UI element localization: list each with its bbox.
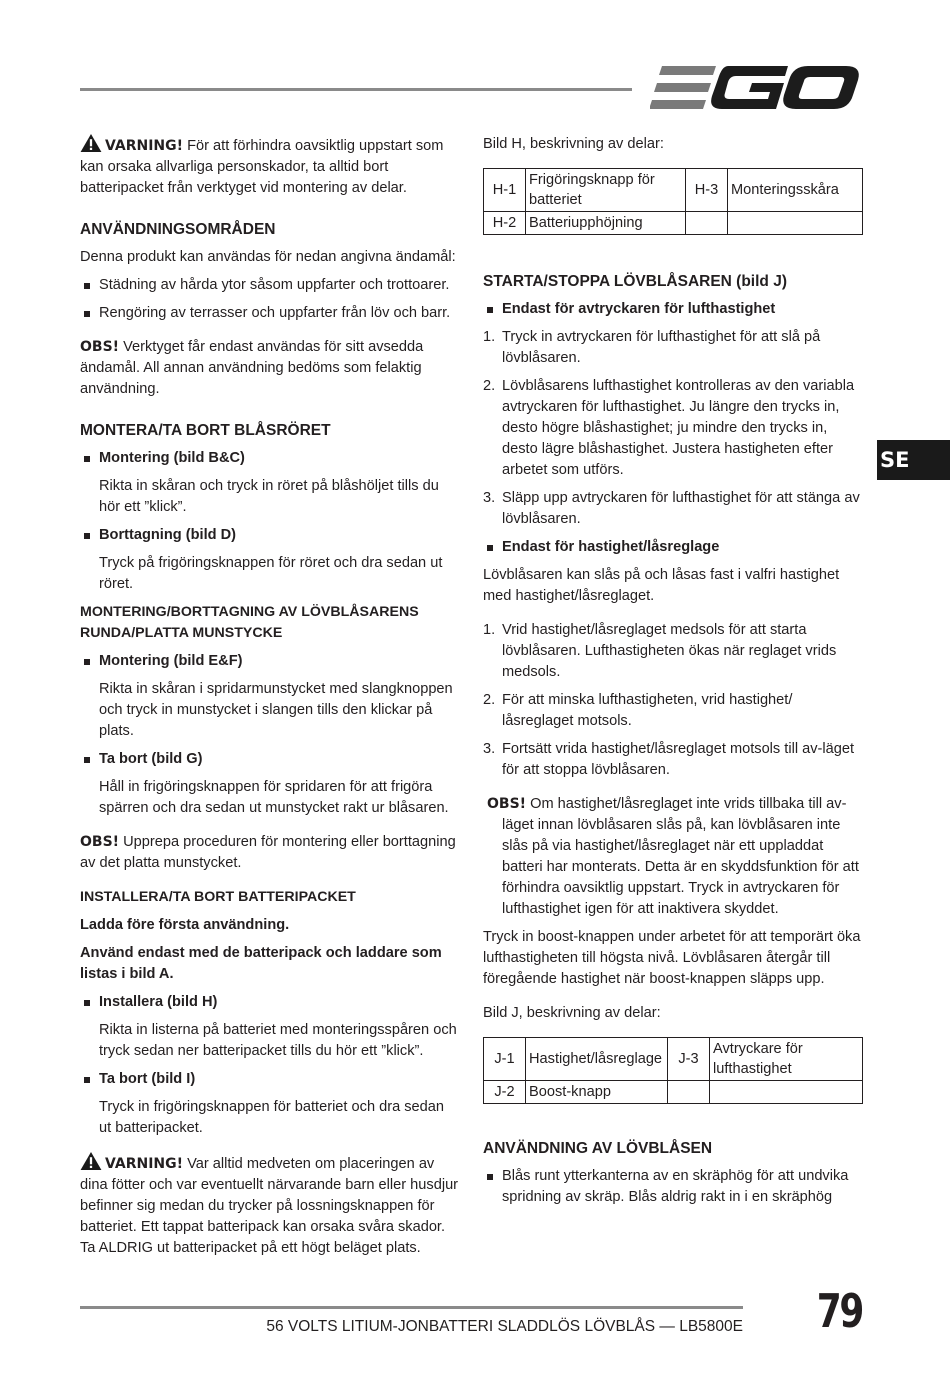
table-row [484,1038,863,1081]
language-tab: SE [877,440,950,480]
lock-intro: Lövblåsaren kan slås på och låsas fast i valfri hastighet med hastighet/låsreglaget. [483,567,840,604]
usage-item: Städning av hårda ytor såsom uppfarter och trottoarer. [80,275,460,296]
right-column [483,134,863,1208]
table-h-caption: Bild H, beskrivning av delar: [483,136,664,152]
part-desc: Boost-knapp [526,1081,668,1104]
battery-remove-title: Ta bort (bild I) [80,1069,460,1090]
step-number: 2. [483,692,496,708]
battery-charge-note: Ladda före första användning. [80,917,290,933]
step-number: 1. [483,622,496,638]
step-text: Vrid hastighet/låsreglaget medsols för att starta lövblåsaren. Lufthastigheten ökas när reglaget vrids medsols. [502,622,837,680]
part-code [686,212,728,235]
footer-title: 56 VOLTS LITIUM-JONBATTERI SLADDLÖS LÖVBLÅS — LB5800E [266,1318,743,1335]
tube-mount-text: Rikta in skåran och tryck in röret på blåshöljet tills du hör ett ”klick”. [99,478,439,515]
note-paragraph [80,337,460,400]
part-desc: Avtryckare för lufthastighet [710,1038,863,1081]
note-text: Verktyget får endast användas för sitt avsedda ändamål. All annan användning bedöms som felaktig användning. [80,339,424,397]
left-column [80,134,460,1259]
part-desc [710,1081,863,1104]
trigger-step [483,376,863,481]
use-item: Blås runt ytterkanterna av en skräphög för att undvika spridning av skräp. Blås aldrig rakt in i en skräphög [483,1166,863,1208]
trigger-step [483,327,863,369]
part-code: H-2 [484,212,526,235]
part-code: J-2 [484,1081,526,1104]
parts-table-h [483,168,863,235]
step-text: Släpp upp avtryckaren för lufthastighet för att stänga av lövblåsaren. [502,490,860,527]
note-text: Om hastighet/låsreglaget inte vrids tillbaka till av-läget innan lövblåsaren slås på, kan lövblåsaren inte slås på via hastighet/låsreglaget när ett uppladdat batteri har monterats. Detta är en skyddsfunktion för att förhindra oavsiktlig uppstart. Tryck in avtryckaren för lufthastighet igen för att inaktivera skyddet. [502,796,859,917]
part-code: J-3 [668,1038,710,1081]
footer-rule [80,1306,743,1309]
ego-logo [650,64,862,112]
step-number: 2. [483,378,496,394]
note-label: OBS! [80,339,120,355]
table-row [484,1081,863,1104]
lock-title: Endast för hastighet/låsreglage [483,537,863,558]
warning-paragraph [80,134,460,199]
step-text: För att minska lufthastigheten, vrid hastighet/ låsreglaget motsols. [502,692,793,729]
tube-heading: MONTERA/TA BORT BLÅSRÖRET [80,422,331,439]
warning-icon [80,134,102,152]
nozzle-heading: MONTERING/BORTTAGNING AV LÖVBLÅSARENS RUNDA/PLATTA MUNSTYCKE [80,604,419,641]
boost-text: Tryck in boost-knappen under arbetet för att temporärt öka lufthastigheten till högsta nivå. Lövblåsaren återgår till föregående hastighet när boost-knappen släpps upp. [483,929,861,987]
warning-label: VARNING! [105,138,184,154]
warning-paragraph [80,1152,460,1259]
note-label: OBS! [487,796,527,812]
note-text: Upprepa proceduren för montering eller borttagning av det platta munstycket. [80,834,456,871]
lock-step [483,620,863,683]
tube-remove-title: Borttagning (bild D) [80,525,460,546]
parts-table-j [483,1037,863,1104]
page-number: 79 [816,1284,862,1338]
step-number: 3. [483,490,496,506]
table-j-caption: Bild J, beskrivning av delar: [483,1005,661,1021]
part-desc: Frigöringsknapp för batteriet [526,169,686,212]
battery-remove-text: Tryck in frigöringsknappen för batteriet och dra sedan ut batteripacket. [99,1099,445,1136]
nozzle-remove-title: Ta bort (bild G) [80,749,460,770]
battery-heading: INSTALLERA/TA BORT BATTERIPACKET [80,889,356,905]
part-code [668,1081,710,1104]
trigger-step [483,488,863,530]
nozzle-mount-text: Rikta in skåran i spridarmunstycket med slangknoppen och tryck in munstycket i slangen tills den klickar på plats. [99,681,453,739]
warning-text: Var alltid medveten om placeringen av dina fötter och var eventuellt närvarande barn eller husdjur befinner sig medan du trycker på lossningsknappen för batteriet. Ett tappat batteripack kan orsaka svåra skador. Ta ALDRIG ut batteripacket på ett högt beläget plats. [80,1156,459,1256]
header-rule [80,88,632,91]
start-heading: STARTA/STOPPA LÖVBLÅSAREN (bild J) [483,273,787,290]
step-text: Tryck in avtryckaren för lufthastighet för att slå på lövblåsaren. [502,329,821,366]
battery-only-note: Använd endast med de batteripack och laddare som listas i bild A. [80,945,442,982]
part-desc: Monteringsskåra [728,169,863,212]
battery-install-text: Rikta in listerna på batteriet med monteringsspåren och tryck sedan ner batteripacket tills du hör ett ”klick”. [99,1022,457,1059]
part-code: H-3 [686,169,728,212]
tube-remove-text: Tryck på frigöringsknappen för röret och dra sedan ut röret. [99,555,443,592]
step-text: Fortsätt vrida hastighet/låsreglaget motsols till av-läget för att stoppa lövblåsaren. [502,741,855,778]
battery-install-title: Installera (bild H) [80,992,460,1013]
part-desc [728,212,863,235]
nozzle-mount-title: Montering (bild E&F) [80,651,460,672]
trigger-title: Endast för avtryckaren för lufthastighet [483,299,863,320]
part-desc: Hastighet/låsreglage [526,1038,668,1081]
part-code: H-1 [484,169,526,212]
usage-heading: ANVÄNDNINGSOMRÅDEN [80,221,276,238]
usage-item: Rengöring av terrasser och uppfarter från löv och barr. [80,303,460,324]
part-code: J-1 [484,1038,526,1081]
note-label: OBS! [80,834,120,850]
note-paragraph [80,832,460,874]
lock-step [483,690,863,732]
note-paragraph [483,794,863,920]
table-row [484,169,863,212]
use-heading: ANVÄNDNING AV LÖVBLÅSEN [483,1140,713,1157]
usage-intro: Denna produkt kan användas för nedan angivna ändamål: [80,249,456,265]
nozzle-remove-text: Håll in frigöringsknappen för spridaren för att frigöra spärren och dra sedan ut munstycket rakt ur blåsaren. [99,779,449,816]
warning-icon [80,1152,102,1170]
step-text: Lövblåsarens lufthastighet kontrolleras av den variabla avtryckaren för lufthastighet. Ju längre den trycks in, desto högre blåshastighet; ju mindre den trycks in, desto lägre blåshastighet. Justera hastigheten efter arbetet som utförs. [502,378,855,478]
warning-label: VARNING! [105,1156,184,1172]
warning-text: För att förhindra oavsiktlig uppstart som kan orsaka allvarliga personskador, ta alltid bort batteripacket från verktyget vid montering av delar. [80,138,444,196]
part-desc: Batteriupphöjning [526,212,686,235]
lock-step [483,739,863,781]
table-row [484,212,863,235]
tube-mount-title: Montering (bild B&C) [80,448,460,469]
step-number: 3. [483,741,496,757]
step-number: 1. [483,329,496,345]
